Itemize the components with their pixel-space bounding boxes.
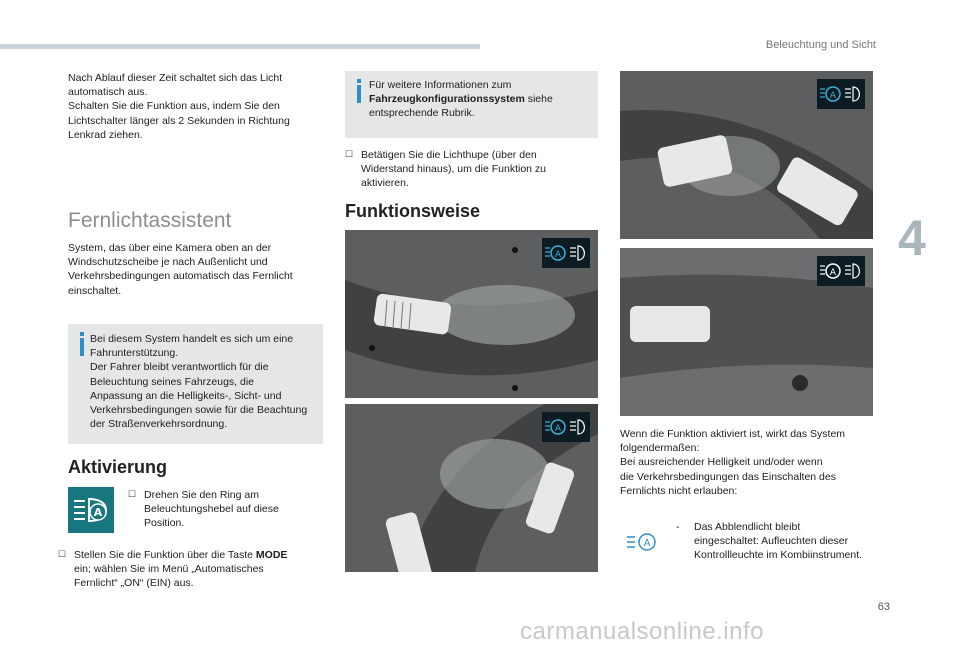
- page-number: 63: [877, 601, 890, 613]
- intro-line: Lichtschalter länger als 2 Sekunden in Richtung: [68, 114, 290, 127]
- desc-line: einschaltet.: [68, 284, 122, 297]
- dashboard-indicator-panel: [817, 79, 865, 109]
- desc-line: System, das über eine Kamera oben an der: [68, 242, 272, 254]
- info-icon: [76, 332, 88, 356]
- intro-line: automatisch aus.: [68, 86, 148, 99]
- step-line: aktivieren.: [361, 177, 409, 190]
- desc-line: eingeschaltet: Aufleuchten dieser: [694, 535, 849, 548]
- watermark: carmanualsonline.info: [520, 618, 764, 645]
- dashboard-indicator-panel: [817, 256, 865, 286]
- step-line: Fernlicht“ „ON“ (EIN) aus.: [74, 577, 194, 590]
- dashboard-indicator-panel: [542, 412, 590, 442]
- note-line: Der Fahrer bleibt verantwortlich für die: [90, 361, 269, 374]
- checkbox-bullet-icon: ☐: [128, 489, 137, 499]
- dash-marker: -: [676, 521, 680, 533]
- illustration-well-lit-road: [620, 248, 873, 416]
- section-title-funktionsweise: Funktionsweise: [345, 201, 481, 221]
- mode-key: MODE: [255, 549, 288, 561]
- dashboard-indicator-panel: [542, 238, 590, 268]
- note-line: Verkehrsbedingungen sowie für die Beachtung: [90, 403, 308, 416]
- note-line: [369, 92, 594, 106]
- section-title-aktivierung: Aktivierung: [68, 457, 168, 477]
- info-note: [345, 71, 598, 138]
- note-line: entsprechende Rubrik.: [369, 107, 475, 120]
- note-line: Bei diesem System handelt es sich um eine: [90, 333, 294, 345]
- chapter-number: 4: [898, 210, 926, 266]
- step-line: Drehen Sie den Ring am: [144, 489, 259, 501]
- desc-line: Verkehrsbedingungen automatisch das Fernlicht: [68, 270, 293, 283]
- desc-line: Wenn die Funktion aktiviert ist, wirkt das System: [620, 428, 846, 440]
- step-line: ein; wählen Sie im Menü „Automatisches: [74, 563, 264, 576]
- intro-text: [68, 71, 328, 142]
- desc-line: folgendermaßen:: [620, 442, 700, 455]
- note-line: Fahrunterstützung.: [90, 347, 179, 360]
- desc-line: Kontrollleuchte im Kombiinstrument.: [694, 549, 863, 562]
- svg-text:A: A: [93, 506, 103, 519]
- desc-line: Das Abblendlicht bleibt: [694, 521, 801, 533]
- step-turn-ring: [128, 488, 318, 531]
- intro-line: Nach Ablauf dieser Zeit schaltet sich das Licht: [68, 72, 283, 84]
- desc-line: Windschutzscheibe je nach Außenlicht und: [68, 256, 268, 269]
- svg-text:A: A: [554, 250, 562, 260]
- checkbox-bullet-icon: ☐: [58, 549, 67, 559]
- step-line: Position.: [144, 517, 185, 530]
- step-line: Betätigen Sie die Lichthupe (über den: [361, 149, 537, 161]
- desc-line: Bei ausreichender Helligkeit und/oder wenn: [620, 456, 823, 469]
- info-icon: [353, 79, 365, 103]
- svg-text:A: A: [829, 91, 837, 101]
- svg-text:A: A: [554, 424, 562, 434]
- svg-text:A: A: [643, 538, 651, 549]
- function-description: [620, 427, 875, 498]
- intro-line: Schalten Sie die Funktion aus, indem Sie den: [68, 100, 280, 113]
- step-flash-lights: [345, 148, 595, 191]
- svg-text:A: A: [829, 268, 837, 278]
- illustration-oncoming-lights: [345, 230, 598, 398]
- note-line: Anpassung an die Helligkeits-, Sicht- und: [90, 389, 282, 402]
- step-text: Stellen Sie die Funktion über die Taste: [74, 549, 256, 561]
- note-text: siehe: [524, 93, 553, 106]
- note-line: Für weitere Informationen zum: [369, 79, 512, 91]
- chapter-title: Beleuchtung und Sicht: [765, 39, 876, 51]
- intro-line: Lenkrad ziehen.: [68, 128, 143, 141]
- checkbox-bullet-icon: ☐: [345, 149, 354, 159]
- illustration-curve-lights: [345, 404, 598, 572]
- step-line: Widerstand hinaus), um die Funktion zu: [361, 163, 547, 176]
- section-description: [68, 241, 328, 298]
- section-title-fernlichtassistent: Fernlichtassistent: [68, 209, 232, 232]
- low-beam-description: [676, 520, 876, 563]
- desc-line: Fernlichts nicht erlauben:: [620, 484, 738, 497]
- illustration-two-vehicles: [620, 71, 873, 239]
- step-line: [74, 548, 328, 562]
- header-rule: [0, 44, 480, 49]
- auto-high-beam-ring-icon: [68, 487, 114, 533]
- note-line: Beleuchtung seines Fahrzeugs, die: [90, 375, 255, 388]
- note-bold-term: Fahrzeugkonfigurationssystem: [369, 93, 525, 106]
- note-line: der Straßenverkehrsordnung.: [90, 418, 228, 431]
- warning-note: [68, 324, 323, 444]
- low-beam-auto-indicator-icon: [625, 530, 665, 554]
- desc-line: die Verkehrsbedingungen das Einschalten des: [620, 470, 836, 483]
- step-mode-button: [58, 548, 328, 591]
- step-line: Beleuchtungshebel auf diese: [144, 503, 279, 516]
